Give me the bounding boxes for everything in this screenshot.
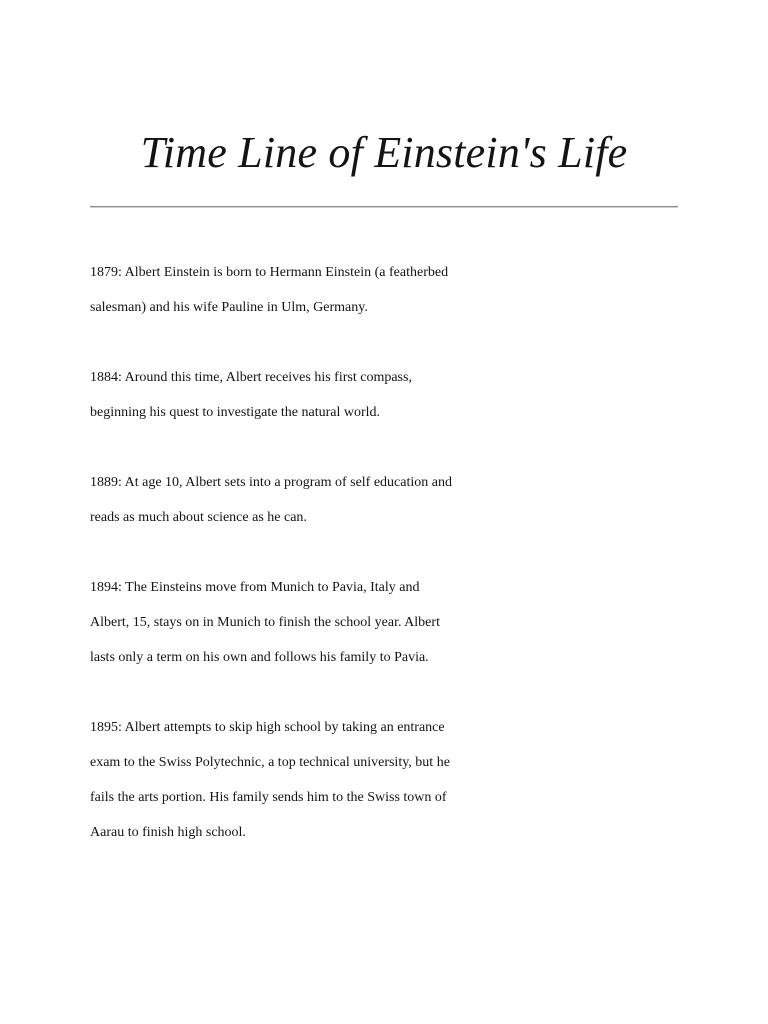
entry-line: 1884: Around this time, Albert receives his first compass,	[90, 370, 412, 385]
entry-line: 1894: The Einsteins move from Munich to Pavia, Italy and	[90, 580, 420, 595]
timeline-entry-1894	[90, 577, 490, 682]
entry-line: Albert, 15, stays on in Munich to finish the school year. Albert	[90, 615, 440, 630]
entry-line: salesman) and his wife Pauline in Ulm, Germany.	[90, 300, 368, 315]
timeline-entry-1879	[90, 262, 490, 332]
entry-line: fails the arts portion. His family sends him to the Swiss town of	[90, 790, 447, 805]
entry-line: Aarau to finish high school.	[90, 825, 246, 840]
entry-line: 1889: At age 10, Albert sets into a program of self education and	[90, 475, 452, 490]
timeline-entry-1895	[90, 717, 490, 857]
entry-spacer	[90, 437, 490, 472]
timeline-entry-1884	[90, 367, 490, 437]
entry-line: beginning his quest to investigate the natural world.	[90, 405, 381, 420]
entry-spacer	[90, 682, 490, 717]
entry-line: reads as much about science as he can.	[90, 510, 307, 525]
title-divider	[90, 206, 678, 208]
entry-line: lasts only a term on his own and follows his family to Pavia.	[90, 650, 429, 665]
entry-line: exam to the Swiss Polytechnic, a top technical university, but he	[90, 755, 450, 770]
page-title: Time Line of Einstein's Life	[140, 128, 628, 177]
entry-spacer	[90, 332, 490, 367]
entry-line: 1879: Albert Einstein is born to Hermann Einstein (a featherbed	[90, 265, 449, 280]
timeline-list	[90, 262, 490, 857]
timeline-entry-1889	[90, 472, 490, 542]
entry-spacer	[90, 542, 490, 577]
entry-line: 1895: Albert attempts to skip high school by taking an entrance	[90, 720, 445, 735]
